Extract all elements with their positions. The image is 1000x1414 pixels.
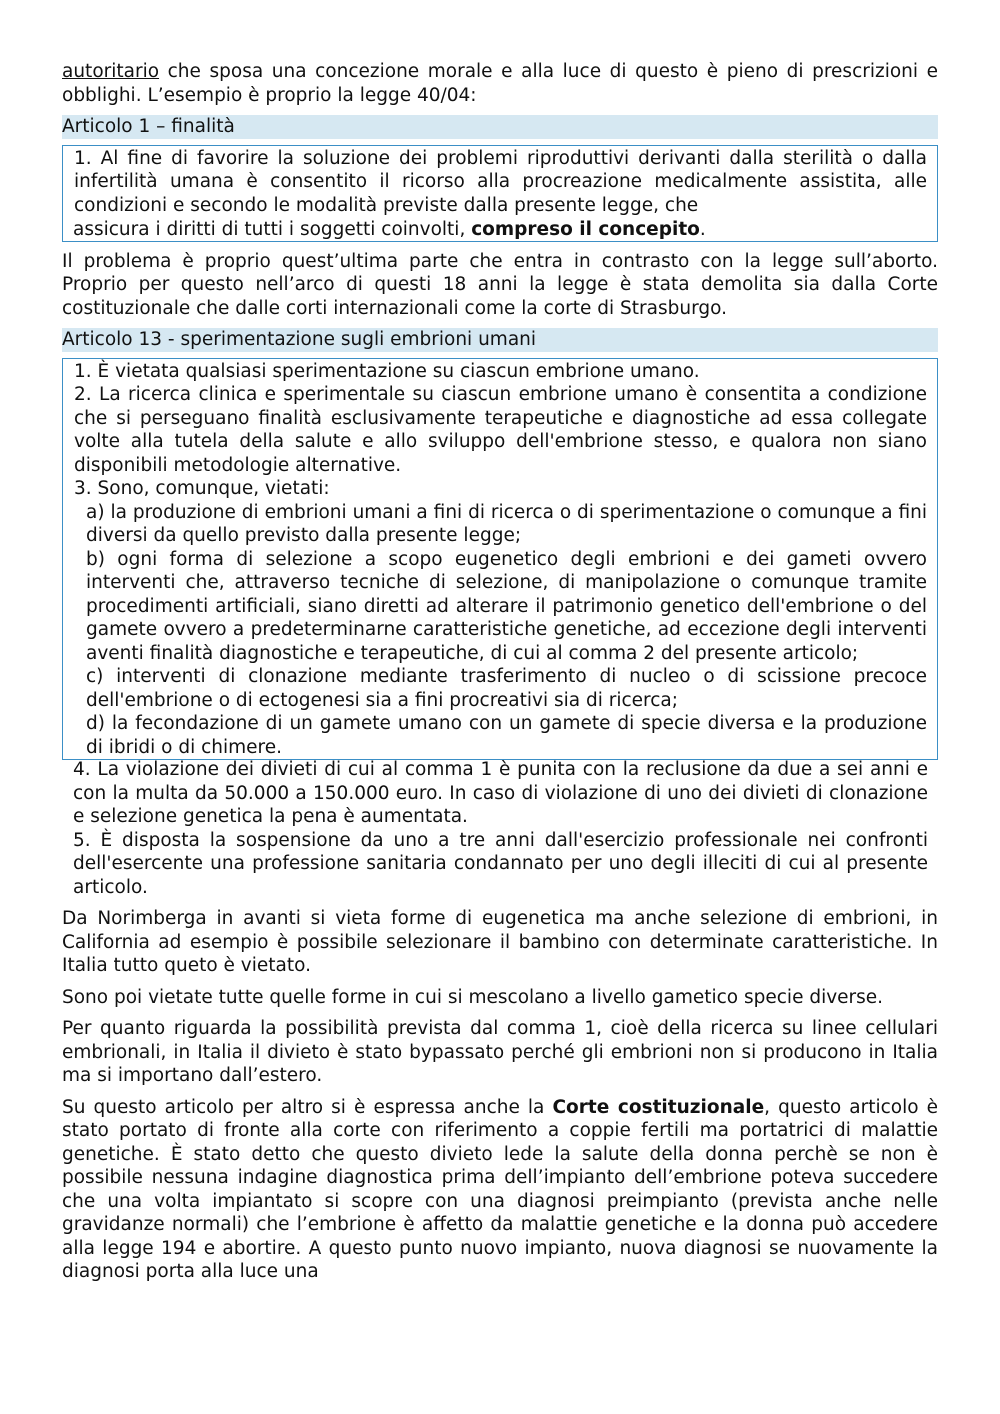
intro-paragraph [62, 60, 938, 107]
article-1-end: . [699, 219, 706, 240]
article-13-subitem: a) la produzione di embrioni umani a fini di ricerca o di sperimentazione o comunque a fini diversi da quello previsto dalla presente legge; [86, 501, 927, 546]
article-13-subitem: c) interventi di clonazione mediante trasferimento di nucleo o di scissione precoce dell'embrione o di ectogenesi sia a fini procreativi sia di ricerca; [86, 666, 927, 711]
paragraph-4: Per quanto riguarda la possibilità prevista dal comma 1, cioè della ricerca su linee cellulari embrionali, in Italia il divieto è stato bypassato perché gli embrioni non si producono in Italia ma si importano dall’estero. [62, 1018, 938, 1086]
paragraph-5-bold: Corte costituzionale [552, 1096, 765, 1118]
article-13-item: 3. Sono, comunque, vietati: [74, 478, 330, 499]
intro-text: che sposa una concezione morale e alla luce di questo è pieno di prescrizioni e obblighi. L’esempio è proprio la legge 40/04: [62, 61, 938, 106]
article-1-text: 1. Al fine di favorire la soluzione dei problemi riproduttivi derivanti dalla sterilità o dalla infertilità umana è consentito il ricorso alla procreazione medicalmente assistita, alle condizioni e secondo le modalità previste dalla presente legge, che [74, 147, 927, 216]
article-13-box [62, 358, 938, 761]
article-1-continuation [62, 218, 938, 242]
article-1-bold: compreso il concepito [471, 219, 700, 240]
paragraph-5-rest: , questo articolo è stato portato di fronte alla corte con riferimento a coppie fertili ma portatrici di malattie genetiche. È stato detto che questo divieto lede la salute della donna perchè se non è possibile nessuna indagine diagnostica prima dell’impianto dell’embrione poteva succedere che una volta impiantato si scopre con una diagnosi preimpianto (prevista anche nelle gravidanze normali) che l’embrione è affetto da malattie genetiche e la donna può accedere alla legge 194 e abortire. A questo punto nuovo impianto, nuova diagnosi se nuovamente la diagnosi porta alla luce una [62, 1096, 938, 1282]
article-13-item: 4. La violazione dei divieti di cui al comma 1 è punita con la reclusione da due a sei anni e con la multa da 50.000 a 150.000 euro. In caso di violazione di uno dei divieti di clonazione e selezione genetica la pena è aumentata. [73, 759, 928, 827]
article-1-heading: Articolo 1 – finalità [62, 115, 938, 139]
article-13-item: 1. È vietata qualsiasi sperimentazione su ciascun embrione umano. [74, 360, 700, 382]
paragraph-5 [62, 1096, 938, 1284]
paragraph-3: Sono poi vietate tutte quelle forme in cui si mescolano a livello gametico specie diverse. [62, 986, 884, 1008]
paragraph-2: Da Norimberga in avanti si vieta forme di eugenetica ma anche selezione di embrioni, in California ad esempio è possibile selezionare il bambino con determinate caratteristiche. In Italia tutto queto è vietato. [62, 908, 938, 976]
document-page [62, 60, 938, 1292]
paragraph-1: Il problema è proprio quest’ultima parte che entra in contrasto con la legge sull’aborto. Proprio per questo nell’arco di questi 18 anni la legge è stata demolita sia dalla Corte costituzionale che dalle corti internazionali come la corte di Strasburgo. [62, 250, 938, 319]
underlined-word: autoritario [62, 61, 160, 82]
article-13-item: 5. È disposta la sospensione da uno a tre anni dall'esercizio professionale nei confronti dell'esercente una professione sanitaria condannato per uno degli illeciti di cui al presente articolo. [73, 829, 928, 898]
article-1-text-after: assicura i diritti di tutti i soggetti coinvolti, [73, 219, 472, 240]
article-13-continuation [62, 758, 938, 899]
article-13-item: 2. La ricerca clinica e sperimentale su ciascun embrione umano è consentita a condizione che si perseguano finalità esclusivamente terapeutiche e diagnostiche ad essa collegate volte alla tutela della salute e allo sviluppo dell'embrione stesso, e qualora non siano disponibili metodologie alternative. [74, 384, 927, 476]
article-13-subitem: d) la fecondazione di un gamete umano con un gamete di specie diversa e la produzione di ibridi o di chimere. [86, 713, 927, 758]
article-13-subitem: b) ogni forma di selezione a scopo eugenetico degli embrioni e dei gameti ovvero interventi che, attraverso tecniche di selezione, di manipolazione o comunque tramite procedimenti artificiali, siano diretti ad alterare il patrimonio genetico dell'embrione o del gamete ovvero a predeterminarne caratteristiche genetiche, ad eccezione degli interventi aventi finalità diagnostiche e terapeutiche, di cui al comma 2 del presente articolo; [86, 548, 927, 664]
paragraph-5-start: Su questo articolo per altro si è espressa anche la [62, 1096, 553, 1118]
article-13-heading: Articolo 13 - sperimentazione sugli embrioni umani [62, 328, 938, 352]
